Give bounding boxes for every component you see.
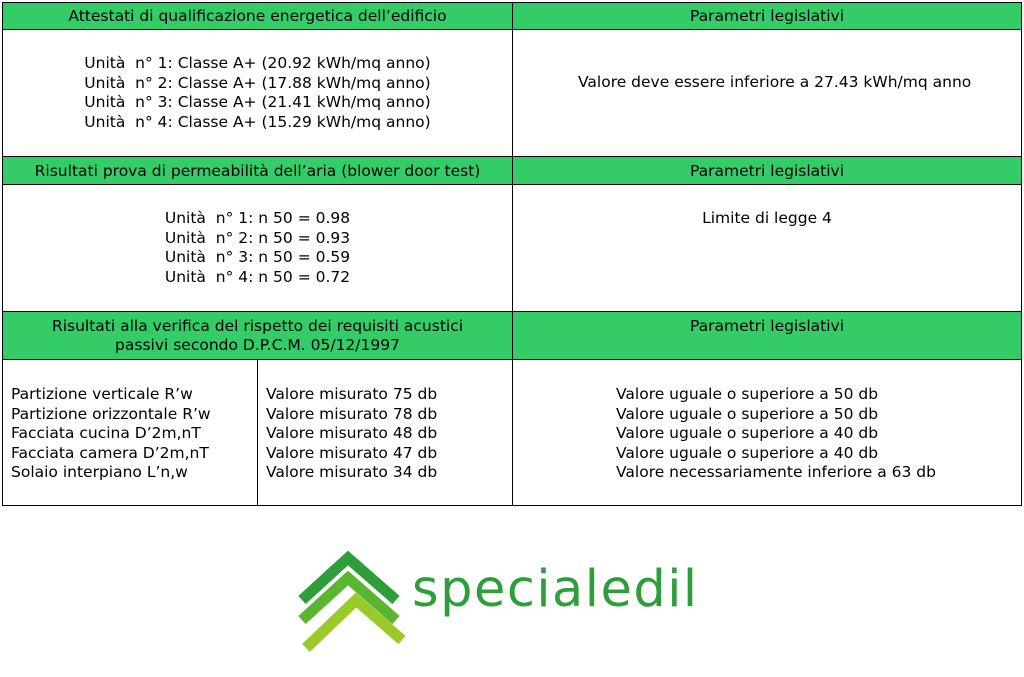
section1-header-left xyxy=(3,3,513,30)
section2-header-left xyxy=(3,157,513,185)
section1-header-right xyxy=(513,3,1021,30)
section1-header-left-text: Attestati di qualificazione energetica dell’edificio xyxy=(68,7,447,25)
section1-units xyxy=(3,30,513,157)
section2-units xyxy=(3,185,513,312)
section2-unit-1: Unità n° 1: n 50 = 0.98 xyxy=(164,209,351,227)
acoustic-row-2-measured: Valore misurato 78 db xyxy=(266,404,438,423)
section1-unit-3: Unità n° 3: Classe A+ (21.41 kWh/mq anno) xyxy=(84,93,431,111)
section3-header-left-line2: passivi secondo D.P.C.M. 05/12/1997 xyxy=(115,336,400,354)
section3-header-right-text: Parametri legislativi xyxy=(689,317,845,335)
section2-header-right-text: Parametri legislativi xyxy=(689,162,845,180)
section2-parameter xyxy=(513,185,1021,312)
section3-header-left xyxy=(3,312,513,360)
section3-names xyxy=(3,360,258,505)
acoustic-row-5-limit: Valore necessariamente inferiore a 63 db xyxy=(616,463,936,481)
section3-measured xyxy=(258,360,513,505)
section1-parameter-text: Valore deve essere inferiore a 27.43 kWh/mq anno xyxy=(578,73,972,91)
section1-parameter xyxy=(513,30,1021,157)
section1-unit-4: Unità n° 4: Classe A+ (15.29 kWh/mq anno) xyxy=(84,112,431,131)
section2-parameter-text: Limite di legge 4 xyxy=(702,209,832,227)
acoustic-row-2-limit: Valore uguale o superiore a 50 db xyxy=(616,404,879,423)
section1-unit-2: Unità n° 2: Classe A+ (17.88 kWh/mq anno) xyxy=(84,73,431,92)
section2-unit-2: Unità n° 2: n 50 = 0.93 xyxy=(164,228,351,247)
section2-header-left-text: Risultati prova di permeabilità dell’aria (blower door test) xyxy=(34,162,481,180)
section3-header-left-line1: Risultati alla verifica del rispetto dei requisiti acustici xyxy=(51,317,464,335)
section3-header-right xyxy=(513,312,1021,360)
section2-unit-3: Unità n° 3: n 50 = 0.59 xyxy=(164,248,351,266)
acoustic-row-3-measured: Valore misurato 48 db xyxy=(266,424,438,442)
section1-unit-1: Unità n° 1: Classe A+ (20.92 kWh/mq anno) xyxy=(84,54,431,72)
section3-limits xyxy=(513,360,1021,505)
acoustic-row-3-limit: Valore uguale o superiore a 40 db xyxy=(616,424,879,442)
acoustic-row-2-name: Partizione orizzontale R’w xyxy=(11,404,211,423)
acoustic-row-1-limit: Valore uguale o superiore a 50 db xyxy=(616,385,879,403)
acoustic-row-4-measured: Valore misurato 47 db xyxy=(266,443,438,462)
acoustic-row-4-limit: Valore uguale o superiore a 40 db xyxy=(616,443,879,462)
acoustic-row-1-measured: Valore misurato 75 db xyxy=(266,385,438,403)
section2-unit-4: Unità n° 4: n 50 = 0.72 xyxy=(164,267,351,286)
acoustic-row-5-measured: Valore misurato 34 db xyxy=(266,463,438,481)
logo-wordmark: specialedil xyxy=(412,560,699,619)
section2-header-right xyxy=(513,157,1021,185)
energy-results-table xyxy=(2,2,1022,506)
acoustic-row-4-name: Facciata camera D’2m,nT xyxy=(11,443,209,462)
acoustic-row-5-name: Solaio interpiano L’n,w xyxy=(11,463,188,481)
acoustic-row-1-name: Partizione verticale R’w xyxy=(11,385,193,403)
acoustic-row-3-name: Facciata cucina D’2m,nT xyxy=(11,424,201,442)
section1-header-right-text: Parametri legislativi xyxy=(689,7,845,25)
